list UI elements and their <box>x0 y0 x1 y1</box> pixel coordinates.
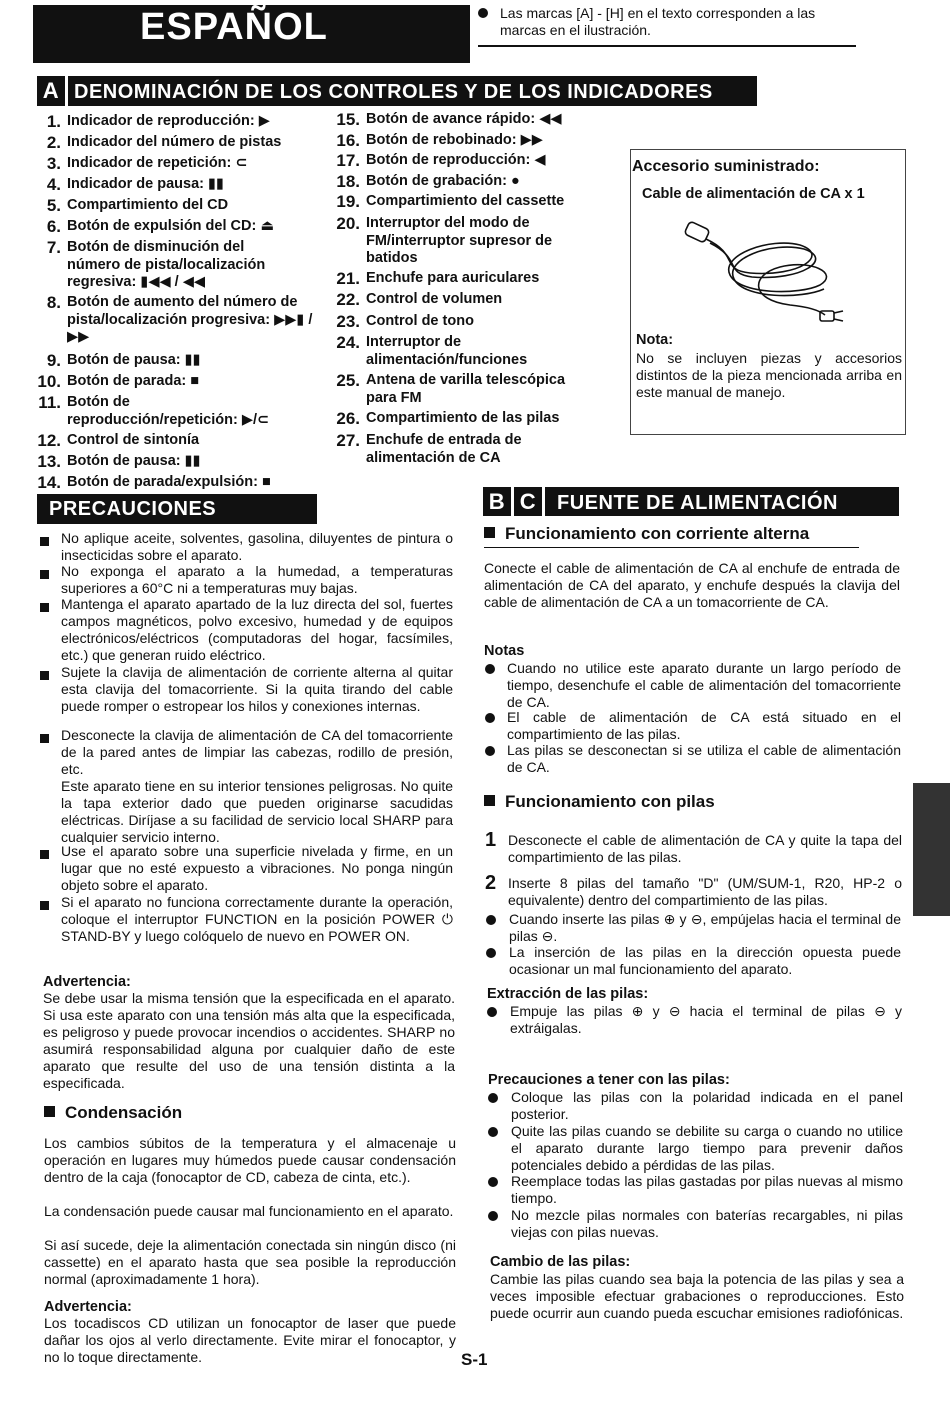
precauciones-heading: PRECAUCIONES <box>37 494 317 524</box>
list-item: Coloque las pilas con la polaridad indicada en el panel posterior. <box>511 1089 903 1122</box>
bullet-icon <box>488 1127 498 1137</box>
list-item-extra: Este aparato tiene en su interior tensiones peligrosas. No quite la tapa exterior dado que pueden originarse sacudidas eléctricas. Diríjase a su facilidad de servicio local SHARP para cualquier servicio interno. <box>61 778 453 845</box>
page-tab <box>913 783 950 916</box>
square-bullet-icon <box>40 850 49 859</box>
square-bullet-icon <box>484 527 495 538</box>
extract-title: Extracción de las pilas: <box>487 986 649 1002</box>
nota-text: No se incluyen piezas y accesorios distintos de la pieza mencionada arriba en este manual de manejo. <box>636 350 902 400</box>
step-number: 1 <box>485 829 497 851</box>
bullet-icon <box>486 915 496 925</box>
list-item: Desconecte la clavija de alimentación de CA del tomacorriente de la pared antes de limpiar las cabezas, rodillo de presión, etc. <box>61 727 453 777</box>
bullet-icon <box>487 1007 497 1017</box>
bullet-icon <box>485 664 495 674</box>
square-bullet-icon <box>40 603 49 612</box>
list-item: Cuando no utilice este aparato durante un largo período de tiempo, desenchufe el cable de alimentación del tomacorriente de CA. <box>507 660 901 710</box>
battery-heading: Funcionamiento con pilas <box>484 792 715 812</box>
list-item: No exponga el aparato a la humedad, a temperaturas superiores a 60°C ni a temperaturas muy bajas. <box>61 563 453 596</box>
condensacion-heading: Condensación <box>44 1103 182 1123</box>
square-bullet-icon <box>44 1106 55 1117</box>
list-item: Mantenga el aparato apartado de la luz directa del sol, fuertes campos magnéticos, polvo excesivo, humedad y de equipos electrónicos/eléctricos (computadoras del hogar, facsímiles, etc.) que generan ruido eléctrico. <box>61 596 453 663</box>
bullet-icon <box>478 8 488 18</box>
list-item: Reemplace todas las pilas gastadas por pilas nuevas al mismo tiempo. <box>511 1173 903 1206</box>
accessory-title: Accesorio suministrado: <box>632 158 820 175</box>
condensacion-p1: Los cambios súbitos de la temperatura y el almacenaje u operación en lugares muy húmedos puede causar condensación dentro de la caja (fonocaptor de CD, cabeza de cinta, etc.). <box>44 1135 456 1185</box>
power-cable-icon <box>680 215 850 330</box>
step-number: 2 <box>485 872 497 894</box>
section-b-letter: B <box>483 487 514 517</box>
bullet-icon <box>488 1177 498 1187</box>
section-c-letter: C <box>514 487 545 517</box>
bullet-icon <box>488 1093 498 1103</box>
bullet-icon <box>485 746 495 756</box>
list-item: Quite las pilas cuando se debilite su carga o cuando no utilice el aparato durante largo tiempo para prevenir daños potenciales debido a pérdidas de las pilas. <box>511 1123 903 1173</box>
condensacion-p3: Si así sucede, deje la alimentación conectada sin ningún disco (ni cassette) en el aparato hasta que sea posible la reproducción normal (aproximadamente 1 hora). <box>44 1237 456 1287</box>
ac-text: Conecte el cable de alimentación de CA al enchufe de entrada de alimentación de CA del aparato, y enchufe después la clavija del cable de alimentación de CA a un tomacorriente de CA. <box>484 560 900 610</box>
ac-heading: Funcionamiento con corriente alterna <box>484 524 809 544</box>
bullet-icon <box>485 713 495 723</box>
list-item: El cable de alimentación de CA está situado en el compartimiento de las pilas. <box>507 709 901 742</box>
list-item: Use el aparato sobre una superficie nivelada y firme, en un lugar que no esté expuesto a vibraciones. No ponga ningún objeto sobre el aparato. <box>61 843 453 893</box>
square-bullet-icon <box>484 795 495 806</box>
square-bullet-icon <box>40 901 49 910</box>
list-item: Cuando inserte las pilas ⊕ y ⊖, empújelas hacia el terminal de pilas ⊖. <box>509 911 901 944</box>
step-text: Desconecte el cable de alimentación de CA y quite la tapa del compartimiento de las pilas. <box>508 832 902 865</box>
list-item: La inserción de las pilas en la dirección opuesta puede ocasionar un mal funcionamiento del aparato. <box>509 944 901 977</box>
square-bullet-icon <box>40 671 49 680</box>
list-item: No aplique aceite, solventes, gasolina, diluyentes de pintura o insecticidas sobre el aparato. <box>61 530 453 563</box>
square-bullet-icon <box>40 734 49 743</box>
accessory-cable: Cable de alimentación de CA x 1 <box>642 186 865 202</box>
fuente-heading <box>483 487 899 516</box>
step-text: Inserte 8 pilas del tamaño "D" (UM/SUM-1, R20, HP-2 o equivalente) dentro del compartimiento de las pilas. <box>508 875 902 908</box>
notas-title: Notas <box>484 643 525 659</box>
section-a-heading <box>37 76 757 106</box>
page-number: S-1 <box>461 1350 488 1369</box>
bullet-icon <box>486 948 496 958</box>
list-item: Las pilas se desconectan si se utiliza el cable de alimentación de CA. <box>507 742 901 775</box>
divider <box>484 547 859 548</box>
list-item: Si el aparato no funciona correctamente durante la operación, coloque el interruptor FUNCTION en la posición POWER ⏻ STAND-BY y luego colóquelo de nuevo en POWER ON. <box>61 894 453 944</box>
page-title: ESPAÑOL <box>140 6 328 48</box>
change-title: Cambio de las pilas: <box>490 1254 631 1270</box>
advertencia-2-title: Advertencia: <box>44 1299 132 1315</box>
list-item: Sujete la clavija de alimentación de corriente alterna al quitar esta clavija del tomacorriente. Si la quita tirando del cable puede romper o estropear los hilos y conexiones internas. <box>61 664 453 714</box>
change-text: Cambie las pilas cuando sea baja la potencia de las pilas y sea a veces imposible efectuar grabaciones o reproducciones. Esto puede ocurrir aun cuando pueda escuchar emisiones radiofónicas. <box>490 1271 904 1321</box>
marks-note <box>478 5 856 47</box>
bullet-icon <box>488 1211 498 1221</box>
section-a-letter: A <box>37 76 68 106</box>
fuente-title: FUENTE DE ALIMENTACIÓN <box>557 492 838 514</box>
advertencia-text: Se debe usar la misma tensión que la especificada en el aparato. Si usa este aparato con una tensión más alta que la especificada, es peligroso y puede provocar incendios o accidentes. SHARP no asumirá responsabilidad alguna por cualquier daño de este aparato que resulte del uso de una tensión distinta a la especificada. <box>43 990 455 1091</box>
marks-note-text: Las marcas [A] - [H] en el texto corresponden a las marcas en el ilustración. <box>500 5 816 38</box>
square-bullet-icon <box>40 537 49 546</box>
list-item: Empuje las pilas ⊕ y ⊖ hacia el terminal de pilas ⊖ y extráigalas. <box>510 1003 902 1036</box>
battery-precautions-title: Precauciones a tener con las pilas: <box>488 1072 730 1088</box>
square-bullet-icon <box>40 570 49 579</box>
condensacion-p2: La condensación puede causar mal funcionamiento en el aparato. <box>44 1203 454 1219</box>
advertencia-2-text: Los tocadiscos CD utilizan un fonocaptor de laser que puede dañar los ojos al verlo directamente. Evite mirar el fonocaptor, y no lo toque directamente. <box>44 1315 456 1365</box>
advertencia-title: Advertencia: <box>43 974 131 990</box>
list-item: No mezcle pilas normales con baterías recargables, ni pilas viejas con pilas nuevas. <box>511 1207 903 1240</box>
nota-title: Nota: <box>636 332 674 348</box>
section-a-title: DENOMINACIÓN DE LOS CONTROLES Y DE LOS INDICADORES <box>74 81 713 103</box>
